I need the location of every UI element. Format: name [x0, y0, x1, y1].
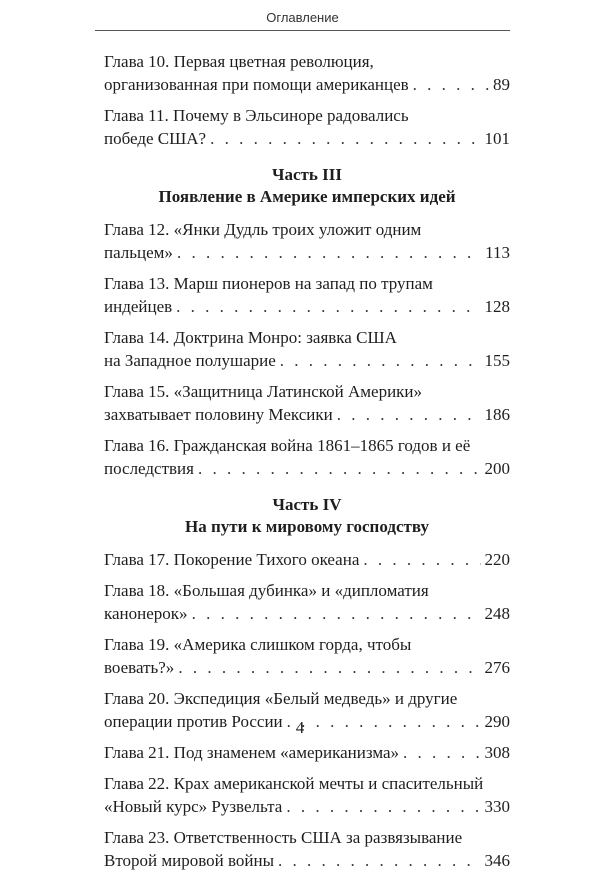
dot-leader — [413, 73, 489, 96]
entry-title-line1: Глава 12. «Янки Дудль троих уложит одним — [104, 220, 422, 239]
entry-title-line2: операции против России — [104, 712, 283, 731]
toc-entry-ch21[interactable] — [104, 741, 510, 764]
entry-title-line2: победе США? — [104, 129, 207, 148]
entry-page: 89 — [493, 75, 510, 94]
part-heading-3 — [104, 164, 510, 208]
toc-entry-ch14[interactable] — [104, 326, 510, 372]
entry-title-line2: Второй мировой войны — [104, 851, 275, 870]
entry-title-line1: Глава 10. Первая цветная революция, — [104, 52, 374, 71]
entry-title-line1: Глава 23. Ответственность США за развязывание — [104, 828, 463, 847]
entry-page: 128 — [484, 297, 510, 316]
entry-title-line1: Глава 13. Марш пионеров на запад по трупам — [104, 274, 433, 293]
entry-page: 220 — [484, 550, 510, 569]
dot-leader — [403, 741, 480, 764]
entry-title-line1: Глава 22. Крах американской мечты и спасительный — [104, 774, 484, 793]
dot-leader — [278, 849, 480, 872]
entry-page: 290 — [484, 712, 510, 731]
toc-entry-ch23[interactable] — [104, 826, 510, 872]
entry-title-line1: Глава 20. Экспедиция «Белый медведь» и другие — [104, 689, 458, 708]
toc-entry-ch12[interactable] — [104, 218, 510, 264]
entry-title-line1: Глава 16. Гражданская война 1861–1865 годов и её — [104, 436, 471, 455]
entry-title-line2: пальцем» — [104, 243, 173, 262]
entry-title-line1: Глава 15. «Защитница Латинской Америки» — [104, 382, 423, 401]
entry-page: 155 — [484, 351, 510, 370]
header-rule — [95, 30, 510, 31]
dot-leader — [286, 795, 480, 818]
entry-title: Глава 17. Покорение Тихого океана — [104, 550, 360, 569]
entry-page: 346 — [484, 851, 510, 870]
entry-page: 113 — [485, 243, 510, 262]
toc-entry-ch22[interactable] — [104, 772, 510, 818]
dot-leader — [198, 457, 481, 480]
entry-title-line1: Глава 11. Почему в Эльсиноре радовались — [104, 106, 409, 125]
dot-leader — [176, 295, 480, 318]
entry-title: Глава 21. Под знаменем «американизма» — [104, 743, 400, 762]
dot-leader — [178, 656, 480, 679]
entry-title-line1: Глава 19. «Америка слишком горда, чтобы — [104, 635, 412, 654]
part-subtitle: На пути к мировому господству — [185, 517, 429, 536]
dot-leader — [210, 127, 480, 150]
toc-entry-ch17[interactable] — [104, 548, 510, 571]
dot-leader — [363, 548, 480, 571]
page-number: 4 — [295, 718, 305, 737]
toc-entry-ch13[interactable] — [104, 272, 510, 318]
entry-title-line2: захватывает половину Мексики — [104, 405, 333, 424]
toc-entry-ch11[interactable] — [104, 104, 510, 150]
entry-title-line2: организованная при помощи американцев — [104, 75, 409, 94]
toc-entry-ch16[interactable] — [104, 434, 510, 480]
part-title: Часть III — [272, 165, 342, 184]
dot-leader — [280, 349, 481, 372]
entry-title-line2: на Западное полушарие — [104, 351, 276, 370]
entry-page: 308 — [484, 743, 510, 762]
entry-title-line2: «Новый курс» Рузвельта — [104, 797, 283, 816]
entry-title-line2: канонерок» — [104, 604, 188, 623]
dot-leader — [337, 403, 481, 426]
entry-page: 200 — [484, 459, 510, 478]
entry-page: 186 — [484, 405, 510, 424]
toc-entry-ch10[interactable] — [104, 50, 510, 96]
table-of-contents — [104, 50, 510, 880]
part-subtitle: Появление в Америке имперских идей — [158, 187, 456, 206]
entry-title-line1: Глава 14. Доктрина Монро: заявка США — [104, 328, 397, 347]
dot-leader — [177, 241, 481, 264]
running-header: Оглавление — [266, 10, 339, 25]
part-heading-4 — [104, 494, 510, 538]
entry-title-line2: последствия — [104, 459, 194, 478]
toc-entry-ch18[interactable] — [104, 579, 510, 625]
entry-title-line2: индейцев — [104, 297, 173, 316]
toc-entry-ch19[interactable] — [104, 633, 510, 679]
entry-page: 101 — [484, 129, 510, 148]
entry-page: 276 — [484, 658, 510, 677]
entry-page: 330 — [484, 797, 510, 816]
entry-page: 248 — [484, 604, 510, 623]
part-title: Часть IV — [272, 495, 342, 514]
entry-title-line2: воевать?» — [104, 658, 175, 677]
toc-entry-ch15[interactable] — [104, 380, 510, 426]
entry-title-line1: Глава 18. «Большая дубинка» и «дипломатия — [104, 581, 429, 600]
dot-leader — [192, 602, 481, 625]
